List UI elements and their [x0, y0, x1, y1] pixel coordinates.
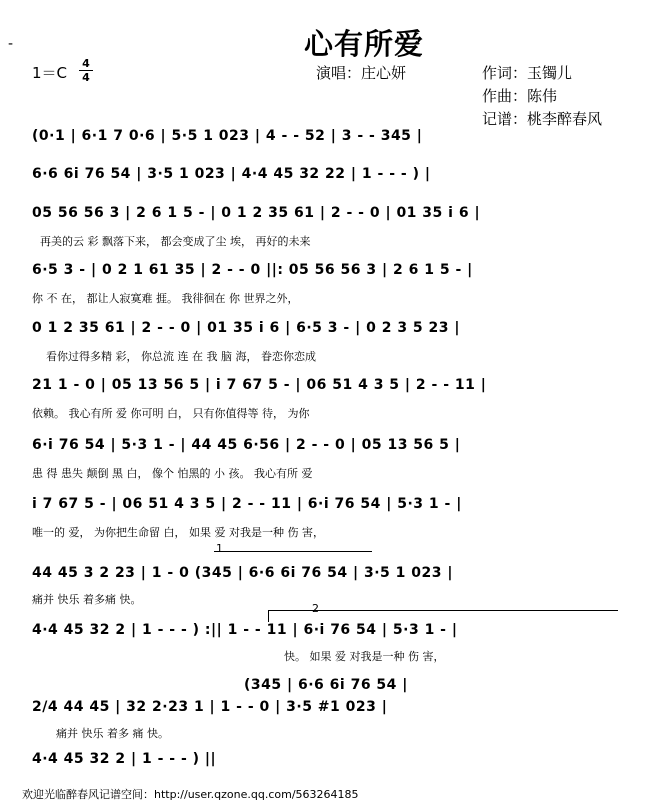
volta-2-label: 2: [312, 602, 319, 615]
singer-credit: 演唱：庄心妍: [316, 64, 407, 82]
lyric-line: 看你过得多精 彩， 你总流 连 在 我 脑 海， 眷恋你恋成: [46, 350, 316, 363]
score-row: 6·i 76 54 | 5·3 1 - | 44 45 6·56 | 2 - - 0 | 05 13 56 5 |: [32, 437, 461, 453]
score-row: i 7 67 5 - | 06 51 4 3 5 | 2 - - 11 | 6·i 76 54 | 5·3 1 - |: [32, 496, 462, 512]
lyricist-credit: 作词：玉镯儿: [482, 64, 573, 82]
score-row: 6·6 6i 76 54 | 3·5 1 023 | 4·4 45 32 22 | 1 - - - ) |: [32, 166, 431, 182]
score-row: 2/4 44 45 | 32 2·23 1 | 1 - - 0 | 3·5 #1 023 |: [32, 699, 388, 715]
lyric-line: 患 得 患失 颠倒 黑 白， 像个 怕黑的 小 孩。 我心有所 爱: [32, 467, 313, 480]
song-title: 心有所爱: [304, 27, 425, 61]
page-mark: -: [8, 36, 14, 52]
volta-1-line: [214, 551, 372, 552]
score-row-upper: (345 | 6·6 6i 76 54 |: [244, 677, 408, 693]
score-row: 21 1 - 0 | 05 13 56 5 | i 7 67 5 - | 06 51 4 3 5 | 2 - - 11 |: [32, 377, 487, 393]
volta-1-label: 1: [216, 542, 223, 555]
score-row: (0·1 | 6·1 7 0·6 | 5·5 1 023 | 4 - - 52 | 3 - - 345 |: [32, 128, 423, 144]
lyric-line: 依赖。 我心有所 爱 你可明 白， 只有你值得等 待， 为你: [32, 407, 310, 420]
score-row: 05 56 56 3 | 2 6 1 5 - | 0 1 2 35 61 | 2 - - 0 | 01 35 i 6 |: [32, 205, 481, 221]
lyric-line: 快。 如果 爱 对我是一种 伤 害，: [284, 650, 445, 663]
volta-2-hook: [268, 610, 269, 622]
score-row: 6·5 3 - | 0 2 1 61 35 | 2 - - 0 ||: 05 56 56 3 | 2 6 1 5 - |: [32, 262, 473, 278]
lyric-line: 痛并 快乐 着多 痛 快。: [56, 727, 169, 740]
lyric-line: 唯一的 爱， 为你把生命留 白， 如果 爱 对我是一种 伤 害，: [32, 526, 324, 539]
lyric-line: 痛并 快乐 着多痛 快。: [32, 593, 142, 606]
time-sig-top: 4: [82, 57, 90, 70]
score-row: 0 1 2 35 61 | 2 - - 0 | 01 35 i 6 | 6·5 3 - | 0 2 3 5 23 |: [32, 320, 461, 336]
lyric-line: 你 不 在， 都让人寂寞难 捱。 我徘徊在 你 世界之外，: [32, 292, 299, 305]
score-row: 44 45 3 2 23 | 1 - 0 (345 | 6·6 6i 76 54 | 3·5 1 023 |: [32, 565, 453, 581]
composer-credit: 作曲：陈伟: [482, 87, 558, 105]
transcriber-credit: 记谱：桃李醉春风: [482, 110, 603, 128]
key-signature: 1＝C: [32, 64, 68, 82]
score-row: 4·4 45 32 2 | 1 - - - ) :|| 1 - - 11 | 6·i 76 54 | 5·3 1 - |: [32, 622, 458, 638]
score-row: 4·4 45 32 2 | 1 - - - ) ||: [32, 751, 217, 767]
time-signature: [79, 58, 93, 83]
time-sig-bottom: 4: [82, 71, 90, 84]
lyric-line: 再美的云 彩 飘落下来， 都会变成了尘 埃， 再好的未来: [40, 235, 311, 248]
volta-2-line: [268, 610, 618, 611]
footer-text: 欢迎光临醉春风记谱空间：http://user.qzone.qq.com/563264185: [22, 788, 359, 801]
